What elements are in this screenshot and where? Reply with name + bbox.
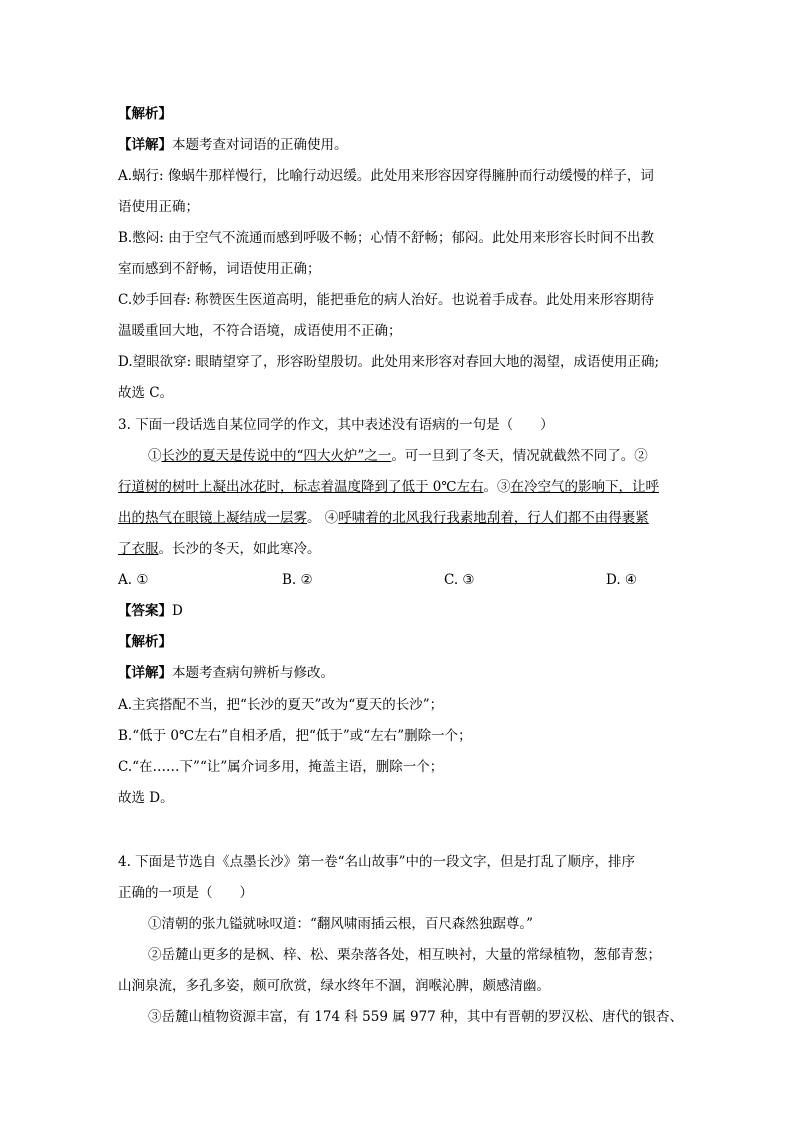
sentence-mark-1: ① (148, 448, 162, 464)
q4-sentence-2-line2: 山涧泉流，多孔多姿，颇可欣赏，绿水终年不涸，润喉沁脾，颇感清幽。 (118, 978, 550, 994)
q3-explanation-a: A.主宾搭配不当，把“长沙的夏天”改为“夏天的长沙”； (118, 697, 444, 713)
q3-passage-line2 (118, 478, 659, 496)
explanation-d-line1: D.望眼欲穿: 眼睛望穿了，形容盼望殷切。此处用来形容对春回大地的渴望，成语使用正确; (118, 354, 660, 370)
detail-text: 本题考查对词语的正确使用。 (172, 137, 348, 153)
q4-sentence-1: ①清朝的张九镒就咏叹道：“翻风啸雨插云根，百尺森然独踞尊。” (148, 916, 534, 932)
analysis-heading-2: 【解析】 (118, 634, 172, 650)
q3-passage-line3 (118, 509, 649, 527)
option-c: C. ③ (444, 572, 475, 588)
answer-value: D (172, 603, 183, 619)
analysis-heading-1: 【解析】 (118, 106, 172, 122)
explanation-b-line2: 室而感到不舒畅，词语使用正确； (118, 261, 321, 277)
answer-line (118, 602, 183, 620)
sentence-4-cont: 了衣服 (118, 541, 159, 557)
sentence-3-cont: 出的热气在眼镜上凝结成一层雾 (118, 510, 307, 526)
q3-passage-line4 (118, 540, 321, 558)
q3-text: 。可一旦到了冬天，情况就截然不同了。② (391, 448, 648, 464)
explanation-a-line1: A.蜗行: 像蜗牛那样慢行，比喻行动迟缓。此处用来形容因穿得臃肿而行动缓慢的样子，词 (118, 168, 654, 184)
q3-explanation-b: B.“低于 0℃左右”自相矛盾，把“低于”或“左右”删除一个； (118, 728, 472, 744)
q3-text: 。③ (483, 479, 511, 495)
q4-sentence-2-line1: ②岳麓山更多的是枫、梓、松、栗杂落各处，相互映衬，大量的常绿植物，葱郁青葱； (148, 947, 661, 963)
explanation-a-line2: 语使用正确； (118, 199, 199, 215)
option-a: A. ① (118, 572, 149, 588)
conclusion-1: 故选 C。 (118, 385, 174, 401)
question-4-stem-line1: 4. 下面是节选自《点墨长沙》第一卷“名山故事”中的一段文字，但是打乱了顺序，排序 (118, 854, 635, 870)
detail-line-2 (118, 664, 334, 682)
sentence-1: 长沙的夏天是传说中的“四大火炉”之一 (161, 448, 392, 464)
detail-tag: 【详解】 (118, 137, 172, 153)
q3-explanation-c: C.“在……下”“让”属介词多用，掩盖主语，删除一个； (118, 759, 444, 775)
q3-text: 。长沙的冬天，如此寒冷。 (158, 541, 321, 557)
q3-text: 。 ④ (307, 510, 339, 526)
explanation-c-line1: C.妙手回春: 称赞医生医道高明，能把垂危的病人治好。也说着手成春。此处用来形容期待 (118, 292, 654, 308)
explanation-c-line2: 温暖重回大地，不符合语境，成语使用不正确； (118, 323, 402, 339)
q4-sentence-3-line1: ③岳麓山植物资源丰富，有 174 科 559 属 977 种，其中有晋朝的罗汉松、唐代的银杏、 (148, 1009, 684, 1025)
sentence-3: 在冷空气的影响下，让呼 (510, 479, 659, 495)
sentence-2: 行道树的树叶上凝出冰花时，标志着温度降到了低于 0℃左右 (118, 479, 484, 495)
option-d: D. ④ (606, 572, 638, 588)
detail-tag: 【详解】 (118, 665, 172, 681)
explanation-b-line1: B.憋闷: 由于空气不流通而感到呼吸不畅；心情不舒畅；郁闷。此处用来形容长时间不出教 (118, 230, 655, 246)
detail-line-1 (118, 136, 348, 154)
q3-passage-line1 (148, 447, 648, 465)
answer-tag: 【答案】 (118, 603, 172, 619)
detail-text: 本题考查病句辨析与修改。 (172, 665, 334, 681)
conclusion-2: 故选 D。 (118, 790, 174, 806)
question-4-stem-line2: 正确的一项是（ ） (118, 885, 253, 901)
question-3-stem: 3. 下面一段话选自某位同学的作文，其中表述没有语病的一句是（ ） (118, 417, 554, 433)
sentence-4: 呼啸着的北风我行我素地刮着，行人们都不由得裹紧 (338, 510, 649, 526)
option-b: B. ② (282, 572, 313, 588)
